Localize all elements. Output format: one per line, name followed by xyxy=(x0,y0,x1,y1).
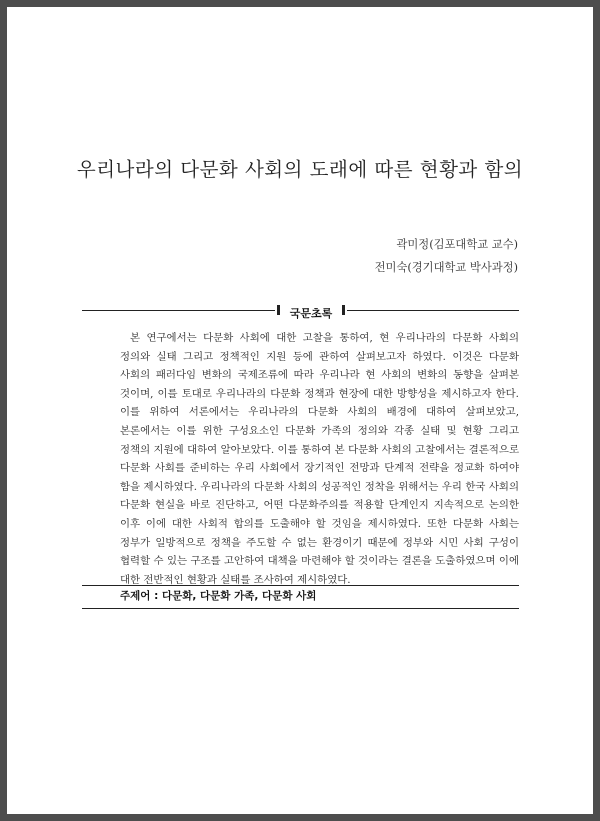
document-page xyxy=(7,7,593,814)
abstract-label: 국문초록 xyxy=(289,307,333,320)
keywords-box: 주제어 : 다문화, 다문화 가족, 다문화 사회 xyxy=(82,585,519,609)
author-list xyxy=(375,233,518,279)
abstract-heading xyxy=(275,302,347,318)
paper-title: 우리나라의 다문화 사회의 도래에 따른 현황과 함의 xyxy=(76,158,524,181)
author-1: 곽미정(김포대학교 교수) xyxy=(396,238,518,251)
abstract-body: 본 연구에서는 다문화 사회에 대한 고찰을 통하여, 현 우리나라의 다문화 사회의 정의와 실태 그리고 정책적인 지원 등에 관하여 살펴보고자 하였다. 이것은 다문화 사회의 패러다임 변화의 국제조류에 따라 우리나라 현 사회의 변화의 동향을 살펴본 것이며, 이를 토대로 우리나라의 다문화 정책과 현장에 대한 방향성을 제시하고자 한다. 이를 위하여 서론에서는 우리나라의 다문화 사회의 배경에 대하여 살펴보았고, 본론에서는 이를 위한 구성요소인 다문화 가족의 정의와 각종 실태 및 현황 그리고 정책의 지원에 대하여 알아보았다. 이를 통하여 본 다문화 사회의 고찰에서는 결론적으로 다문화 사회를 준비하는 우리 사회에서 장기적인 전망과 단계적 전략을 정교화 하여야 함을 제시하였다. 우리나라의 다문화 사회의 성공적인 정착을 위해서는 우리 한국 사회의 다문화 현실을 바로 진단하고, 어떤 다문화주의를 적용할 단계인지 지속적으로 논의한 이후 이에 대한 사회적 합의를 도출해야 할 것임을 제시하였다. 또한 다문화 사회는 정부가 일방적으로 정책을 주도할 수 없는 환경이기 때문에 정부와 시민 사회 구성이 협력할 수 있는 구조를 고안하여 대책을 마련해야 할 것이라는 결론을 도출하였으며 이에 대한 전반적인 현황과 실태를 조사하여 제시하였다. xyxy=(120,332,519,586)
author-2: 전미숙(경기대학교 박사과정) xyxy=(374,261,518,274)
